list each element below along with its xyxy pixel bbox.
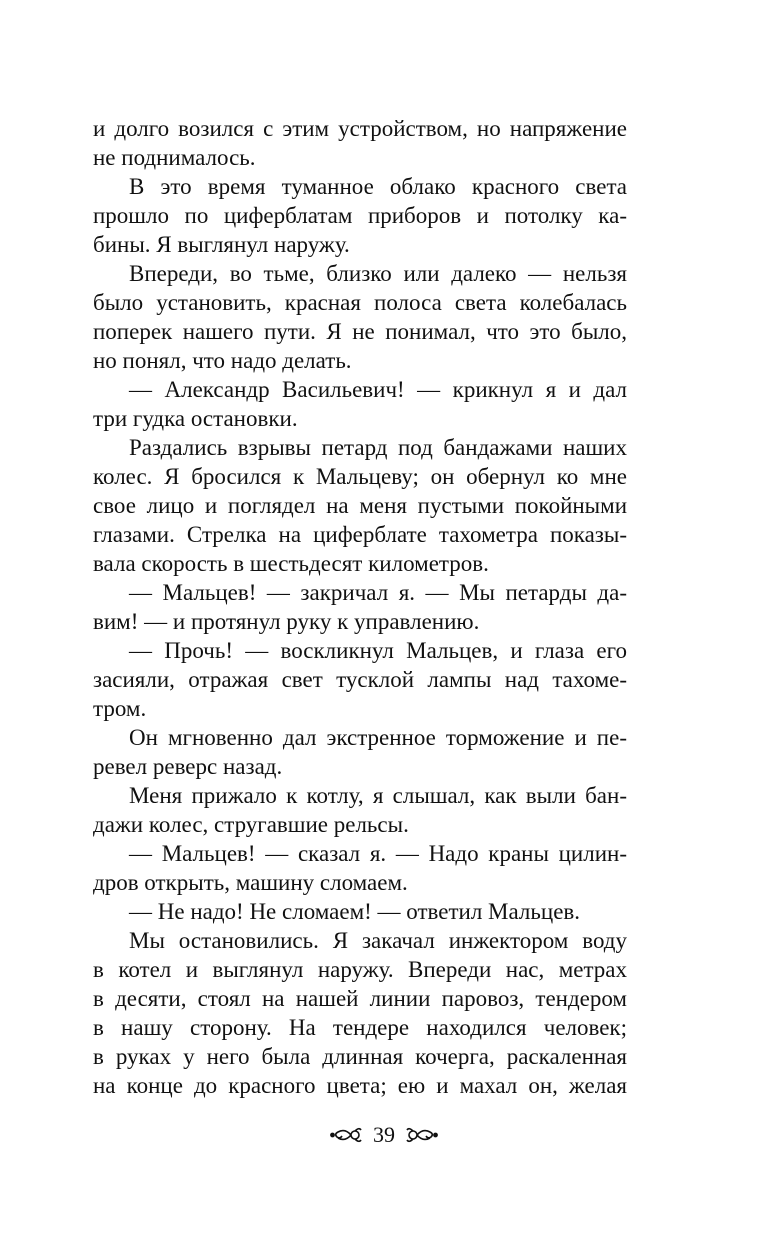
page-footer xyxy=(0,1120,768,1150)
text-line: в десяти, стоял на нашей линии паровоз, тендером xyxy=(93,986,627,1011)
text-line: не поднималось. xyxy=(93,145,256,170)
text-line: свое лицо и поглядел на меня пустыми покойными xyxy=(93,493,627,518)
page-number: 39 xyxy=(373,1122,395,1147)
text-line: тром. xyxy=(93,696,147,721)
text-line: Меня прижало к котлу, я слышал, как выли бан- xyxy=(129,783,627,808)
text-line: засияли, отражая свет тусклой лампы над тахоме- xyxy=(93,667,627,692)
text-line: вала скорость в шестьдесят километров. xyxy=(93,551,489,576)
text-line: — Мальцев! — сказал я. — Надо краны цилин- xyxy=(129,841,627,866)
text-line: — Мальцев! — закричал я. — Мы петарды да- xyxy=(129,580,627,605)
text-line: и долго возился с этим устройством, но напряжение xyxy=(93,116,627,141)
text-line: в нашу сторону. На тендере находился человек; xyxy=(93,1015,627,1040)
text-line: бины. Я выглянул наружу. xyxy=(93,232,350,257)
text-line: глазами. Стрелка на циферблате тахометра показы- xyxy=(93,522,627,547)
text-line: в руках у него была длинная кочерга, раскаленная xyxy=(93,1044,627,1069)
page-text-block xyxy=(93,114,627,1100)
text-line: Впереди, во тьме, близко или далеко — нельзя xyxy=(129,261,627,286)
text-line: — Не надо! Не сломаем! — ответил Мальцев. xyxy=(129,899,581,924)
text-line: Раздались взрывы петард под бандажами наших xyxy=(129,435,627,460)
text-line: Он мгновенно дал экстренное торможение и пе- xyxy=(129,725,627,750)
text-line: — Александр Васильевич! — крикнул я и дал xyxy=(129,377,627,402)
ornament-right-icon xyxy=(405,1124,439,1146)
text-line: но понял, что надо делать. xyxy=(93,348,352,373)
text-line: было установить, красная полоса света колебалась xyxy=(93,290,627,315)
text-line: ревел реверс назад. xyxy=(93,754,283,779)
text-line: дажи колес, стругавшие рельсы. xyxy=(93,812,409,837)
ornament-left-icon xyxy=(329,1124,363,1146)
text-line: на конце до красного цвета; ею и махал он, желая xyxy=(93,1073,627,1098)
text-line: прошло по циферблатам приборов и потолку ка- xyxy=(93,203,627,228)
text-line: вим! — и протянул руку к управлению. xyxy=(93,609,480,634)
text-line: колес. Я бросился к Мальцеву; он обернул ко мне xyxy=(93,464,627,489)
text-line: — Прочь! — воскликнул Мальцев, и глаза его xyxy=(129,638,627,663)
text-line: в котел и выглянул наружу. Впереди нас, метрах xyxy=(93,957,627,982)
text-line: три гудка остановки. xyxy=(93,406,298,431)
text-line: дров открыть, машину сломаем. xyxy=(93,870,408,895)
text-line: Мы остановились. Я закачал инжектором воду xyxy=(129,928,627,953)
text-line: В это время туманное облако красного света xyxy=(129,174,627,199)
text-line: поперек нашего пути. Я не понимал, что это было, xyxy=(93,319,627,344)
